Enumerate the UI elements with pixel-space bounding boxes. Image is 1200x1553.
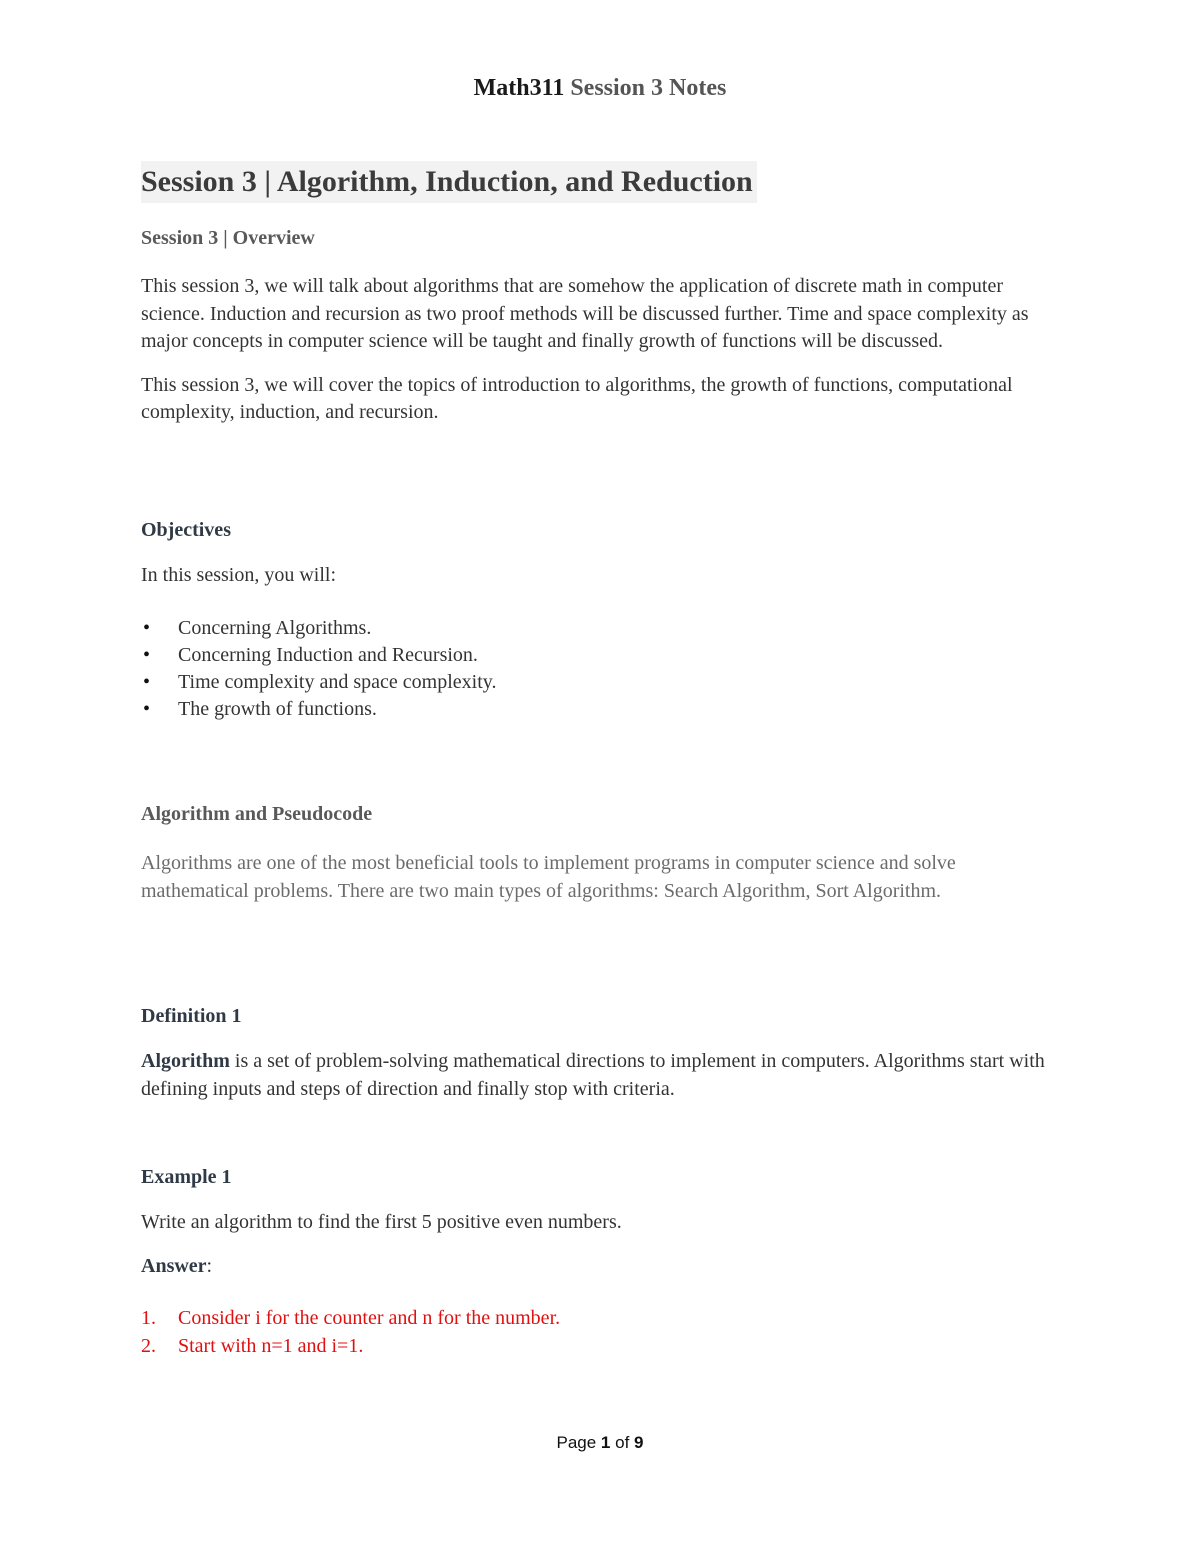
title-block <box>141 161 1051 203</box>
list-item: • Concerning Algorithms. <box>141 615 1051 642</box>
algorithm-heading: Algorithm and Pseudocode <box>141 803 373 825</box>
definition-term: Algorithm <box>141 1050 230 1072</box>
header-subtitle: Session 3 Notes <box>570 75 727 101</box>
overview-paragraph-2: This session 3, we will cover the topics of introduction to algorithms, the growth of functions, computational complexity, induction, and recursion. <box>141 373 1013 423</box>
answer-steps <box>141 1305 1051 1360</box>
list-item <box>141 1333 1051 1361</box>
list-item: • Concerning Induction and Recursion. <box>141 642 1051 669</box>
overview-heading: Session 3 | Overview <box>141 227 315 249</box>
page-header <box>0 72 1200 104</box>
page-footer <box>0 1433 1200 1453</box>
header-course: Math311 <box>473 75 565 101</box>
footer-of-word: of <box>615 1433 630 1452</box>
objectives-heading: Objectives <box>141 519 231 541</box>
list-item: • The growth of functions. <box>141 696 1051 723</box>
answer-line <box>141 1253 1051 1281</box>
objectives-intro: In this session, you will: <box>141 564 337 586</box>
example-heading: Example 1 <box>141 1166 232 1188</box>
algorithm-paragraph: Algorithms are one of the most beneficial tools to implement programs in computer science and solve mathematical problems. There are two main types of algorithms: Search Algorithm, Sort Algorithm. <box>141 852 956 902</box>
footer-page-word: Page <box>556 1433 597 1452</box>
objectives-section <box>141 517 1051 724</box>
overview-paragraph-1: This session 3, we will talk about algorithms that are somehow the application of discrete math in computer science. Induction and recursion as two proof methods will be discussed further. Time and space complexity as major concepts in computer science will be taught and finally growth of functions will be discussed. <box>141 275 1029 352</box>
definition-section <box>141 1003 1051 1103</box>
answer-label: Answer <box>141 1254 207 1277</box>
list-item <box>141 1305 1051 1333</box>
footer-total-pages: 9 <box>634 1433 644 1452</box>
overview-section <box>141 225 1051 427</box>
session-title: Session 3 | Algorithm, Induction, and Reduction <box>141 161 757 203</box>
algorithm-section <box>141 801 1051 905</box>
step-number: 2. <box>141 1334 156 1357</box>
step-text: Start with n=1 and i=1. <box>178 1334 364 1357</box>
list-item: • Time complexity and space complexity. <box>141 669 1051 696</box>
example-question: Write an algorithm to find the first 5 positive even numbers. <box>141 1211 622 1233</box>
step-text: Consider i for the counter and n for the number. <box>178 1307 561 1329</box>
example-section <box>141 1164 1051 1360</box>
step-number: 1. <box>141 1307 156 1329</box>
definition-heading: Definition 1 <box>141 1005 242 1027</box>
answer-colon: : <box>206 1254 213 1277</box>
objectives-list <box>141 615 1051 724</box>
footer-current-page: 1 <box>600 1433 611 1452</box>
definition-text: is a set of problem-solving mathematical directions to implement in computers. Algorithms start with defining inputs and steps of direction and finally stop with criteria. <box>141 1050 1045 1100</box>
definition-paragraph <box>141 1048 1051 1103</box>
